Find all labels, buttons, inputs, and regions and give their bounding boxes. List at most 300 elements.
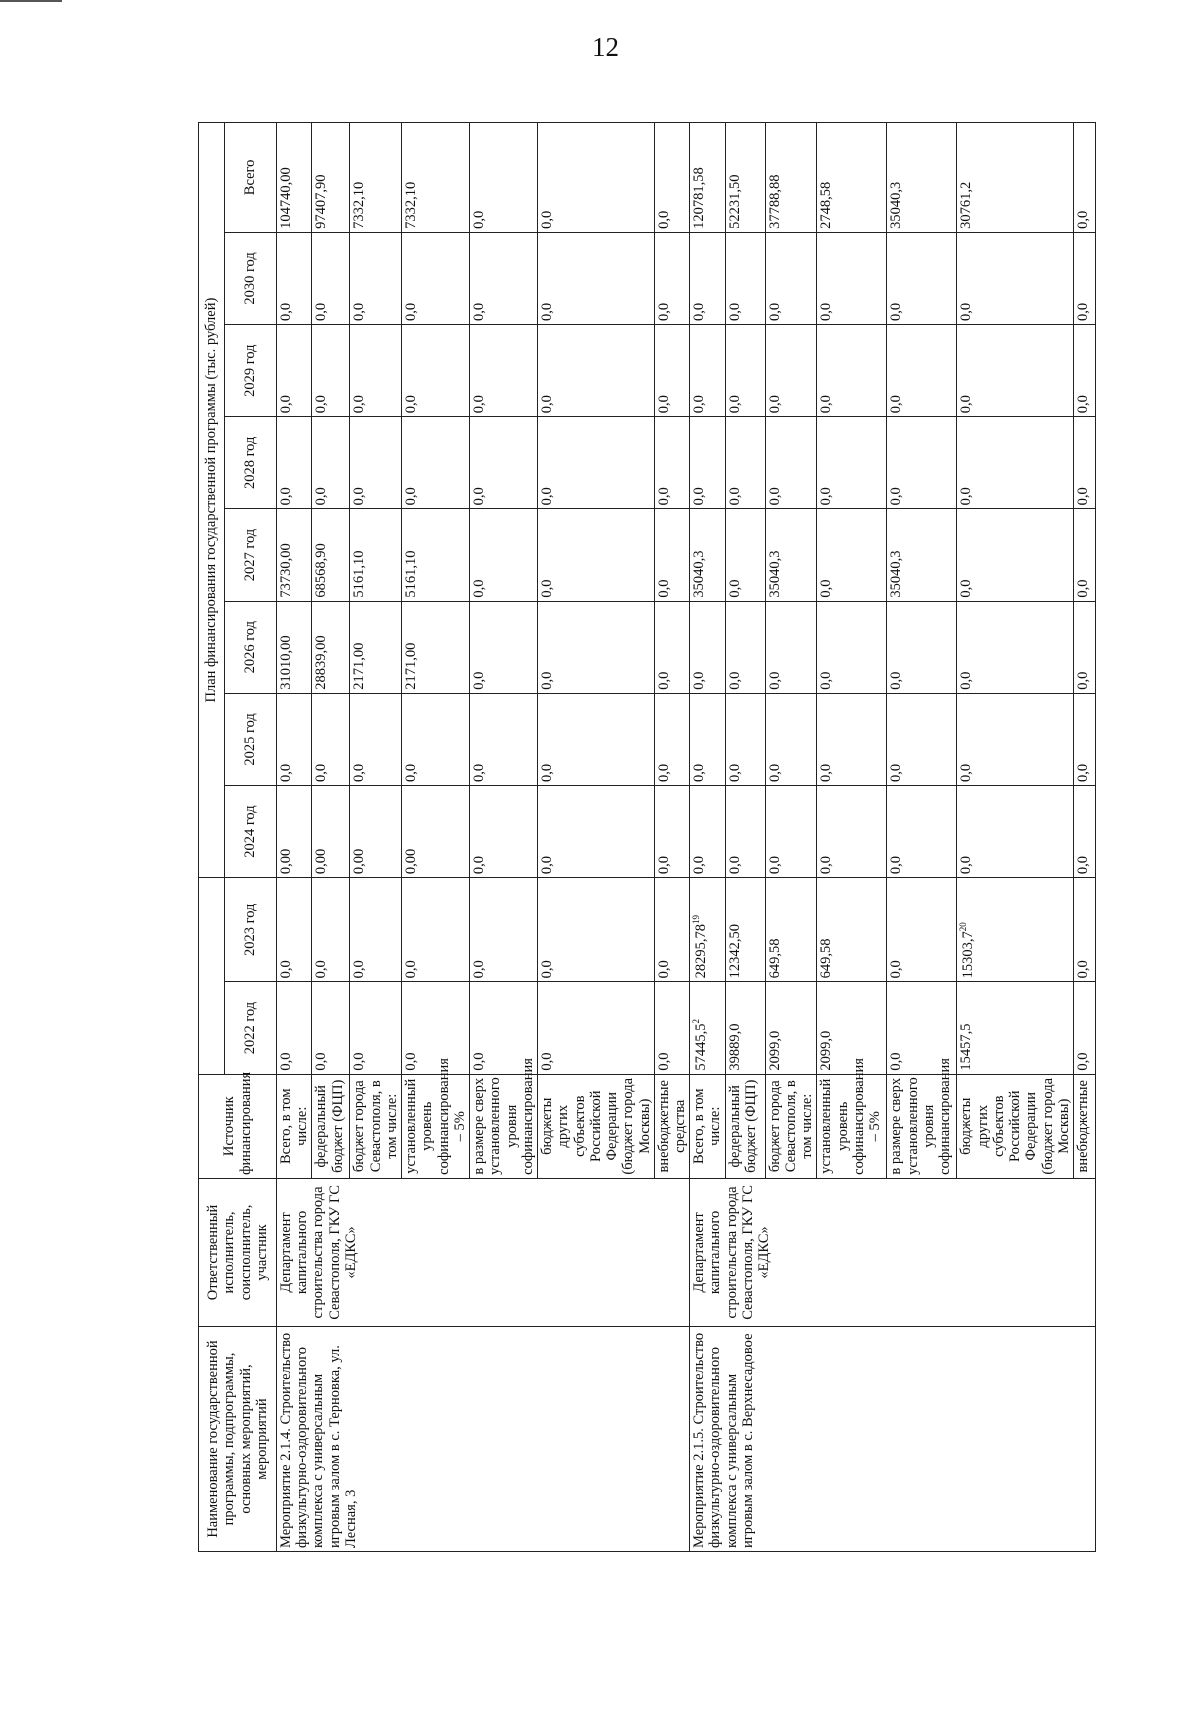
header-plan: План финансирования государственной программы (тыс. рублей) bbox=[199, 123, 225, 878]
amount-cell bbox=[1074, 693, 1096, 785]
amount-cell bbox=[350, 982, 402, 1074]
amount-cell bbox=[1074, 785, 1096, 877]
footnote-marker: 2 bbox=[691, 1018, 702, 1024]
amount-cell bbox=[725, 982, 765, 1074]
header-responsible: Ответственный исполнитель, соисполнитель, участник bbox=[199, 1178, 277, 1326]
table-row bbox=[277, 123, 312, 1552]
amount-cell bbox=[654, 509, 689, 601]
funding-source: Всего, в том числе: bbox=[690, 1074, 725, 1178]
amount-value: 0,0 bbox=[403, 302, 420, 322]
amount-cell bbox=[725, 325, 765, 417]
amount-value: 0,0 bbox=[471, 763, 488, 782]
header-source: Источник финансирования bbox=[199, 1074, 277, 1178]
amount-cell bbox=[1074, 325, 1096, 417]
amount-cell bbox=[654, 325, 689, 417]
amount-cell bbox=[470, 232, 538, 324]
amount-cell bbox=[654, 785, 689, 877]
amount-value: 0,0 bbox=[278, 487, 294, 506]
amount-value: 0,0 bbox=[278, 763, 294, 782]
amount-value: 0,0 bbox=[313, 302, 330, 322]
amount-value: 0,00 bbox=[278, 848, 294, 875]
amount-value: 0,0 bbox=[655, 579, 672, 598]
amount-value: 0,0 bbox=[539, 579, 556, 598]
amount-value: 0,0 bbox=[691, 763, 708, 782]
amount-cell bbox=[765, 509, 817, 601]
funding-source: федеральный бюджет (ФЦП) bbox=[725, 1074, 765, 1178]
amount-cell bbox=[277, 123, 312, 233]
amount-value: 0,0 bbox=[403, 1052, 420, 1071]
amount-cell bbox=[538, 785, 655, 877]
amount-value: 0,0 bbox=[958, 487, 975, 506]
amount-cell bbox=[817, 417, 887, 509]
header-year: 2026 год bbox=[225, 601, 277, 693]
amount-cell bbox=[817, 325, 887, 417]
header-year: 2023 год bbox=[225, 878, 277, 982]
amount-cell bbox=[470, 601, 538, 693]
amount-cell bbox=[350, 601, 402, 693]
amount-cell bbox=[725, 417, 765, 509]
amount-cell bbox=[538, 601, 655, 693]
amount-cell bbox=[725, 601, 765, 693]
amount-value: 0,0 bbox=[691, 487, 708, 506]
header-blank bbox=[199, 878, 225, 1074]
amount-value: 0,0 bbox=[1075, 856, 1092, 875]
amount-value: 0,0 bbox=[958, 671, 975, 690]
amount-value: 0,0 bbox=[1075, 487, 1092, 506]
amount-cell bbox=[538, 417, 655, 509]
amount-cell bbox=[725, 878, 765, 982]
amount-cell bbox=[817, 123, 887, 233]
amount-value: 0,0 bbox=[818, 302, 835, 322]
funding-source: бюджет города Севастополя, в том числе: bbox=[765, 1074, 817, 1178]
amount-value: 0,0 bbox=[766, 856, 783, 875]
amount-value: 0,0 bbox=[313, 1052, 330, 1071]
amount-value: 35040,3 bbox=[888, 550, 905, 598]
amount-value: 15457,5 bbox=[958, 1023, 975, 1071]
amount-value: 15303,7 bbox=[960, 931, 977, 979]
amount-cell bbox=[538, 982, 655, 1074]
amount-cell bbox=[887, 785, 957, 877]
amount-value: 0,0 bbox=[888, 395, 905, 414]
amount-cell bbox=[690, 878, 725, 982]
amount-cell bbox=[765, 325, 817, 417]
amount-cell bbox=[654, 693, 689, 785]
amount-value: 57445,5 bbox=[693, 1023, 710, 1071]
amount-cell bbox=[887, 509, 957, 601]
amount-cell bbox=[887, 601, 957, 693]
amount-value: 0,0 bbox=[655, 960, 672, 979]
amount-cell bbox=[402, 601, 470, 693]
amount-cell bbox=[957, 325, 1074, 417]
responsible-party: Департамент капитального строительства города Севастополя, ГКУ ГС «ЕДКС» bbox=[690, 1178, 1096, 1326]
responsible-party: Департамент капитального строительства города Севастополя, ГКУ ГС «ЕДКС» bbox=[277, 1178, 690, 1326]
amount-value: 0,0 bbox=[1075, 671, 1092, 690]
amount-value: 0,0 bbox=[818, 579, 835, 598]
amount-value: 39889,0 bbox=[726, 1023, 743, 1071]
amount-cell bbox=[690, 785, 725, 877]
amount-value: 0,00 bbox=[313, 848, 330, 875]
header-year: 2027 год bbox=[225, 509, 277, 601]
amount-cell bbox=[817, 693, 887, 785]
amount-cell bbox=[690, 693, 725, 785]
amount-cell bbox=[312, 417, 350, 509]
amount-value: 5161,10 bbox=[351, 550, 368, 598]
amount-value: 0,0 bbox=[351, 960, 368, 979]
amount-cell bbox=[1074, 123, 1096, 233]
amount-value: 0,0 bbox=[655, 671, 672, 690]
amount-value: 0,0 bbox=[471, 579, 488, 598]
amount-cell bbox=[277, 878, 312, 982]
amount-value: 0,0 bbox=[313, 960, 330, 979]
amount-value: 0,0 bbox=[958, 856, 975, 875]
amount-cell bbox=[887, 417, 957, 509]
amount-cell bbox=[690, 982, 725, 1074]
rotated-table-container bbox=[198, 122, 1092, 1552]
amount-cell bbox=[957, 232, 1074, 324]
amount-cell bbox=[402, 509, 470, 601]
amount-cell bbox=[817, 878, 887, 982]
funding-source: установленный уровень софинансирования – 5% bbox=[402, 1074, 470, 1178]
amount-cell bbox=[957, 123, 1074, 233]
amount-value: 0,0 bbox=[958, 763, 975, 782]
header-year: 2028 год bbox=[225, 417, 277, 509]
amount-cell bbox=[887, 878, 957, 982]
amount-value: 0,0 bbox=[471, 395, 488, 414]
amount-cell bbox=[887, 693, 957, 785]
header-year: Всего bbox=[225, 123, 277, 233]
amount-cell bbox=[402, 232, 470, 324]
amount-value: 0,0 bbox=[1075, 210, 1092, 229]
amount-cell bbox=[538, 232, 655, 324]
amount-cell bbox=[1074, 878, 1096, 982]
amount-value: 73730,00 bbox=[278, 543, 294, 598]
amount-cell bbox=[690, 232, 725, 324]
amount-value: 0,0 bbox=[691, 671, 708, 690]
amount-cell bbox=[654, 878, 689, 982]
amount-value: 0,0 bbox=[1075, 763, 1092, 782]
funding-source: в размере сверх установленного уровня софинансирования bbox=[470, 1074, 538, 1178]
amount-value: 7332,10 bbox=[403, 181, 420, 229]
amount-value: 0,0 bbox=[691, 395, 708, 414]
amount-cell bbox=[470, 785, 538, 877]
footnote-marker: 20 bbox=[958, 922, 969, 932]
amount-value: 0,0 bbox=[655, 302, 672, 322]
amount-value: 0,00 bbox=[403, 848, 420, 875]
footnote-marker: 19 bbox=[691, 915, 702, 925]
funding-source: установленный уровень софинансирования – 5% bbox=[817, 1074, 887, 1178]
amount-cell bbox=[350, 417, 402, 509]
amount-value: 68568,90 bbox=[313, 543, 330, 598]
amount-cell bbox=[277, 785, 312, 877]
amount-value: 0,0 bbox=[471, 856, 488, 875]
amount-cell bbox=[654, 601, 689, 693]
header-name: Наименование государственной программы, подпрограммы, основных мероприятий, мероприятий bbox=[199, 1327, 277, 1552]
amount-cell bbox=[887, 325, 957, 417]
amount-cell bbox=[538, 509, 655, 601]
amount-cell bbox=[765, 693, 817, 785]
amount-cell bbox=[887, 123, 957, 233]
amount-cell bbox=[957, 785, 1074, 877]
amount-cell bbox=[654, 232, 689, 324]
funding-source: бюджет города Севастополя, в том числе: bbox=[350, 1074, 402, 1178]
amount-cell bbox=[277, 982, 312, 1074]
amount-cell bbox=[725, 693, 765, 785]
amount-cell bbox=[402, 878, 470, 982]
amount-value: 0,0 bbox=[313, 763, 330, 782]
amount-value: 0,0 bbox=[539, 671, 556, 690]
amount-cell bbox=[765, 123, 817, 233]
amount-value: 0,0 bbox=[539, 395, 556, 414]
amount-cell bbox=[470, 123, 538, 233]
amount-cell bbox=[690, 601, 725, 693]
amount-cell bbox=[277, 325, 312, 417]
header-year: 2029 год bbox=[225, 325, 277, 417]
amount-value: 5161,10 bbox=[403, 550, 420, 598]
amount-value: 0,0 bbox=[539, 856, 556, 875]
amount-cell bbox=[312, 785, 350, 877]
header-year: 2022 год bbox=[225, 982, 277, 1074]
amount-value: 0,0 bbox=[471, 671, 488, 690]
amount-cell bbox=[470, 417, 538, 509]
amount-cell bbox=[312, 693, 350, 785]
amount-value: 0,0 bbox=[539, 210, 556, 229]
amount-value: 0,0 bbox=[403, 487, 420, 506]
amount-value: 0,0 bbox=[888, 1052, 905, 1071]
amount-value: 0,0 bbox=[691, 856, 708, 875]
amount-value: 0,0 bbox=[278, 302, 294, 322]
amount-value: 0,0 bbox=[1075, 579, 1092, 598]
amount-value: 0,00 bbox=[351, 848, 368, 875]
amount-cell bbox=[312, 123, 350, 233]
amount-value: 0,0 bbox=[471, 302, 488, 322]
amount-value: 0,0 bbox=[351, 487, 368, 506]
amount-cell bbox=[765, 982, 817, 1074]
amount-cell bbox=[1074, 982, 1096, 1074]
amount-cell bbox=[725, 509, 765, 601]
amount-value: 0,0 bbox=[539, 960, 556, 979]
amount-value: 30761,2 bbox=[958, 181, 975, 229]
amount-cell bbox=[957, 417, 1074, 509]
amount-value: 0,0 bbox=[403, 960, 420, 979]
amount-value: 0,0 bbox=[818, 856, 835, 875]
amount-cell bbox=[277, 417, 312, 509]
amount-cell bbox=[538, 878, 655, 982]
funding-source: внебюджетные средства bbox=[654, 1074, 689, 1178]
amount-value: 0,0 bbox=[726, 763, 743, 782]
header-year: 2025 год bbox=[225, 693, 277, 785]
amount-value: 0,0 bbox=[888, 960, 905, 979]
amount-cell bbox=[690, 417, 725, 509]
amount-cell bbox=[765, 232, 817, 324]
amount-value: 2171,00 bbox=[403, 642, 420, 690]
amount-value: 0,0 bbox=[888, 856, 905, 875]
amount-value: 0,0 bbox=[471, 487, 488, 506]
amount-value: 0,0 bbox=[726, 856, 743, 875]
amount-cell bbox=[277, 509, 312, 601]
amount-cell bbox=[690, 509, 725, 601]
amount-value: 0,0 bbox=[471, 960, 488, 979]
amount-value: 28295,78 bbox=[693, 924, 710, 979]
amount-cell bbox=[765, 417, 817, 509]
amount-value: 649,58 bbox=[818, 938, 835, 979]
amount-cell bbox=[654, 417, 689, 509]
amount-cell bbox=[312, 325, 350, 417]
amount-cell bbox=[957, 601, 1074, 693]
amount-value: 0,0 bbox=[766, 395, 783, 414]
amount-cell bbox=[470, 693, 538, 785]
amount-value: 0,0 bbox=[766, 302, 783, 322]
amount-cell bbox=[817, 509, 887, 601]
amount-cell bbox=[725, 232, 765, 324]
amount-cell bbox=[1074, 417, 1096, 509]
amount-value: 35040,3 bbox=[888, 181, 905, 229]
amount-value: 0,0 bbox=[351, 763, 368, 782]
amount-cell bbox=[312, 509, 350, 601]
amount-value: 0,0 bbox=[726, 671, 743, 690]
amount-cell bbox=[350, 232, 402, 324]
amount-value: 0,0 bbox=[1075, 1052, 1092, 1071]
amount-cell bbox=[350, 123, 402, 233]
amount-cell bbox=[277, 232, 312, 324]
amount-cell bbox=[312, 982, 350, 1074]
amount-value: 2171,00 bbox=[351, 642, 368, 690]
funding-source: Всего, в том числе: bbox=[277, 1074, 312, 1178]
amount-value: 120781,58 bbox=[691, 167, 708, 229]
amount-cell bbox=[402, 325, 470, 417]
amount-cell bbox=[725, 123, 765, 233]
amount-value: 0,0 bbox=[1075, 960, 1092, 979]
amount-cell bbox=[957, 693, 1074, 785]
activity-name: Мероприятие 2.1.5. Строительство физкультурно-оздоровительного комплекса с универсальным игровым залом в с. Верхнесадовое bbox=[690, 1327, 1096, 1552]
amount-value: 0,0 bbox=[1075, 302, 1092, 322]
amount-value: 649,58 bbox=[766, 938, 783, 979]
amount-value: 37788,88 bbox=[766, 174, 783, 229]
amount-value: 0,0 bbox=[655, 856, 672, 875]
amount-value: 97407,90 bbox=[313, 174, 330, 229]
amount-value: 0,0 bbox=[766, 487, 783, 506]
amount-value: 0,0 bbox=[726, 302, 743, 322]
amount-value: 0,0 bbox=[888, 763, 905, 782]
amount-cell bbox=[725, 785, 765, 877]
amount-value: 12342,50 bbox=[726, 924, 743, 979]
funding-source: в размере сверх установленного уровня софинансирования bbox=[887, 1074, 957, 1178]
financing-table bbox=[198, 122, 1096, 1552]
amount-value: 35040,3 bbox=[691, 550, 708, 598]
amount-cell bbox=[350, 509, 402, 601]
amount-value: 0,0 bbox=[655, 763, 672, 782]
amount-cell bbox=[765, 785, 817, 877]
amount-cell bbox=[402, 693, 470, 785]
amount-value: 0,0 bbox=[888, 302, 905, 322]
amount-cell bbox=[538, 693, 655, 785]
amount-value: 2099,0 bbox=[818, 1030, 835, 1071]
amount-cell bbox=[402, 417, 470, 509]
amount-value: 0,0 bbox=[539, 763, 556, 782]
amount-value: 0,0 bbox=[278, 395, 294, 414]
amount-value: 0,0 bbox=[313, 395, 330, 414]
amount-value: 52231,50 bbox=[726, 174, 743, 229]
amount-value: 0,0 bbox=[818, 763, 835, 782]
amount-cell bbox=[654, 982, 689, 1074]
amount-cell bbox=[957, 878, 1074, 982]
amount-cell bbox=[470, 325, 538, 417]
amount-value: 0,0 bbox=[539, 487, 556, 506]
amount-value: 0,0 bbox=[958, 395, 975, 414]
amount-cell bbox=[402, 123, 470, 233]
header-year: 2024 год bbox=[225, 785, 277, 877]
amount-cell bbox=[312, 878, 350, 982]
amount-cell bbox=[765, 601, 817, 693]
amount-value: 0,0 bbox=[403, 763, 420, 782]
amount-value: 0,0 bbox=[655, 395, 672, 414]
amount-value: 0,0 bbox=[655, 1052, 672, 1071]
amount-value: 0,0 bbox=[888, 671, 905, 690]
amount-cell bbox=[312, 232, 350, 324]
funding-source: бюджеты других субъектов Российской Федерации (бюджет города Москвы) bbox=[538, 1074, 655, 1178]
amount-cell bbox=[887, 232, 957, 324]
amount-value: 2748,58 bbox=[818, 181, 835, 229]
amount-cell bbox=[1074, 601, 1096, 693]
amount-cell bbox=[277, 601, 312, 693]
amount-value: 35040,3 bbox=[766, 550, 783, 598]
amount-value: 0,0 bbox=[471, 210, 488, 229]
amount-cell bbox=[1074, 509, 1096, 601]
amount-value: 0,0 bbox=[766, 763, 783, 782]
amount-value: 0,0 bbox=[655, 487, 672, 506]
amount-cell bbox=[817, 232, 887, 324]
amount-cell bbox=[470, 878, 538, 982]
header-year: 2030 год bbox=[225, 232, 277, 324]
amount-value: 0,0 bbox=[888, 487, 905, 506]
amount-value: 31010,00 bbox=[278, 635, 294, 690]
amount-cell bbox=[957, 509, 1074, 601]
amount-cell bbox=[350, 693, 402, 785]
amount-value: 0,0 bbox=[351, 395, 368, 414]
amount-value: 0,0 bbox=[351, 1052, 368, 1071]
amount-value: 0,0 bbox=[818, 487, 835, 506]
amount-value: 0,0 bbox=[958, 579, 975, 598]
amount-cell bbox=[690, 325, 725, 417]
amount-value: 0,0 bbox=[278, 960, 294, 979]
page-number: 12 bbox=[592, 32, 619, 62]
amount-cell bbox=[654, 123, 689, 233]
amount-value: 0,0 bbox=[818, 671, 835, 690]
amount-value: 0,0 bbox=[655, 210, 672, 229]
funding-source: внебюджетные bbox=[1074, 1074, 1096, 1178]
amount-cell bbox=[1074, 232, 1096, 324]
amount-value: 0,0 bbox=[958, 302, 975, 322]
amount-value: 0,0 bbox=[278, 1052, 294, 1071]
amount-value: 0,0 bbox=[818, 395, 835, 414]
amount-value: 2099,0 bbox=[766, 1030, 783, 1071]
amount-value: 0,0 bbox=[313, 487, 330, 506]
amount-cell bbox=[350, 785, 402, 877]
amount-value: 0,0 bbox=[351, 302, 368, 322]
amount-cell bbox=[538, 123, 655, 233]
amount-cell bbox=[402, 785, 470, 877]
amount-cell bbox=[350, 325, 402, 417]
amount-value: 28839,00 bbox=[313, 635, 330, 690]
amount-cell bbox=[765, 878, 817, 982]
amount-cell bbox=[817, 785, 887, 877]
amount-value: 0,0 bbox=[726, 579, 743, 598]
table-row bbox=[690, 123, 725, 1552]
amount-value: 0,0 bbox=[726, 395, 743, 414]
amount-value: 0,0 bbox=[726, 487, 743, 506]
amount-cell bbox=[277, 693, 312, 785]
amount-value: 0,0 bbox=[539, 302, 556, 322]
activity-name: Мероприятие 2.1.4. Строительство физкультурно-оздоровительного комплекса с универсальным игровым залом в с. Терновка, ул. Лесная, 3 bbox=[277, 1327, 690, 1552]
